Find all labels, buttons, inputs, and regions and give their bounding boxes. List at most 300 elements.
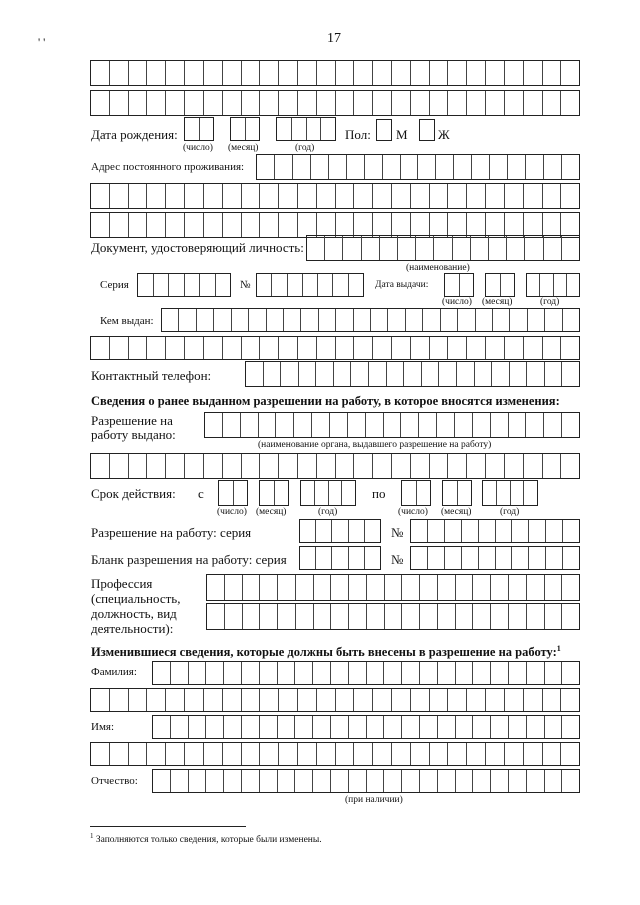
char-cell[interactable] — [543, 91, 562, 115]
char-cell[interactable] — [373, 213, 392, 237]
char-cell[interactable] — [527, 274, 540, 296]
char-cell[interactable] — [223, 184, 242, 208]
char-cell[interactable] — [441, 309, 458, 331]
char-cell[interactable] — [483, 481, 497, 505]
char-cell[interactable] — [316, 362, 334, 386]
char-cell[interactable] — [510, 362, 528, 386]
char-cell[interactable] — [456, 662, 474, 684]
char-cell[interactable] — [428, 520, 445, 542]
char-cell[interactable] — [279, 91, 298, 115]
char-cell[interactable] — [223, 743, 242, 765]
char-cell[interactable] — [455, 413, 473, 437]
char-cell[interactable] — [456, 716, 474, 738]
issued-by-field-1[interactable] — [161, 308, 580, 332]
char-cell[interactable] — [423, 309, 440, 331]
char-cell[interactable] — [147, 743, 166, 765]
char-cell[interactable] — [430, 454, 449, 478]
char-cell[interactable] — [467, 91, 486, 115]
char-cell[interactable] — [563, 547, 579, 569]
char-cell[interactable] — [473, 716, 491, 738]
char-cell[interactable] — [314, 604, 332, 629]
char-cell[interactable] — [260, 481, 275, 505]
char-cell[interactable] — [223, 413, 241, 437]
char-cell[interactable] — [443, 481, 458, 505]
char-cell[interactable] — [525, 236, 543, 260]
char-cell[interactable] — [561, 213, 579, 237]
char-cell[interactable] — [279, 689, 298, 711]
char-cell[interactable] — [380, 236, 398, 260]
char-cell[interactable] — [445, 274, 460, 296]
char-cell[interactable] — [505, 689, 524, 711]
char-cell[interactable] — [479, 520, 496, 542]
char-cell[interactable] — [204, 61, 223, 85]
char-cell[interactable] — [384, 716, 402, 738]
char-cell[interactable] — [545, 716, 563, 738]
char-cell[interactable] — [420, 770, 438, 792]
char-cell[interactable] — [401, 413, 419, 437]
char-cell[interactable] — [296, 604, 314, 629]
char-cell[interactable] — [242, 716, 260, 738]
char-cell[interactable] — [505, 61, 524, 85]
char-cell[interactable] — [298, 743, 317, 765]
char-cell[interactable] — [278, 770, 296, 792]
char-cell[interactable] — [303, 274, 318, 296]
char-cell[interactable] — [430, 91, 449, 115]
char-cell[interactable] — [373, 91, 392, 115]
char-cell[interactable] — [543, 689, 562, 711]
char-cell[interactable] — [336, 743, 355, 765]
char-cell[interactable] — [224, 662, 242, 684]
char-cell[interactable] — [260, 662, 278, 684]
char-cell[interactable] — [275, 481, 289, 505]
char-cell[interactable] — [242, 213, 261, 237]
char-cell[interactable] — [373, 61, 392, 85]
char-cell[interactable] — [430, 743, 449, 765]
char-cell[interactable] — [246, 362, 264, 386]
char-cell[interactable] — [543, 61, 562, 85]
char-cell[interactable] — [311, 155, 329, 179]
char-cell[interactable] — [279, 743, 298, 765]
char-cell[interactable] — [489, 236, 507, 260]
char-cell[interactable] — [214, 309, 231, 331]
char-cell[interactable] — [185, 118, 200, 140]
char-cell[interactable] — [317, 61, 336, 85]
char-cell[interactable] — [505, 184, 524, 208]
char-cell[interactable] — [524, 689, 543, 711]
char-cell[interactable] — [292, 118, 307, 140]
char-cell[interactable] — [354, 309, 371, 331]
char-cell[interactable] — [467, 454, 486, 478]
char-cell[interactable] — [439, 362, 457, 386]
char-cell[interactable] — [334, 362, 352, 386]
char-cell[interactable] — [486, 689, 505, 711]
char-cell[interactable] — [260, 184, 279, 208]
permit-series-field[interactable] — [299, 519, 381, 543]
char-cell[interactable] — [438, 604, 456, 629]
char-cell[interactable] — [272, 274, 287, 296]
char-cell[interactable] — [129, 454, 148, 478]
char-cell[interactable] — [179, 309, 196, 331]
char-cell[interactable] — [486, 743, 505, 765]
char-cell[interactable] — [385, 604, 403, 629]
char-cell[interactable] — [524, 184, 543, 208]
char-cell[interactable] — [561, 91, 579, 115]
char-cell[interactable] — [473, 662, 491, 684]
char-cell[interactable] — [388, 309, 405, 331]
char-cell[interactable] — [314, 575, 332, 600]
char-cell[interactable] — [467, 743, 486, 765]
char-cell[interactable] — [491, 716, 509, 738]
char-cell[interactable] — [298, 91, 317, 115]
char-cell[interactable] — [147, 91, 166, 115]
char-cell[interactable] — [162, 309, 179, 331]
char-cell[interactable] — [259, 413, 277, 437]
char-cell[interactable] — [510, 309, 527, 331]
char-cell[interactable] — [543, 454, 562, 478]
char-cell[interactable] — [166, 213, 185, 237]
char-cell[interactable] — [509, 604, 527, 629]
char-cell[interactable] — [563, 309, 579, 331]
char-cell[interactable] — [383, 155, 401, 179]
char-cell[interactable] — [512, 547, 529, 569]
char-cell[interactable] — [486, 61, 505, 85]
char-cell[interactable] — [166, 743, 185, 765]
char-cell[interactable] — [411, 184, 430, 208]
valid-from-day-field[interactable] — [218, 480, 248, 506]
char-cell[interactable] — [567, 274, 579, 296]
char-cell[interactable] — [540, 274, 553, 296]
char-cell[interactable] — [349, 575, 367, 600]
char-cell[interactable] — [491, 575, 509, 600]
char-cell[interactable] — [349, 662, 367, 684]
char-cell[interactable] — [260, 770, 278, 792]
char-cell[interactable] — [331, 770, 349, 792]
char-cell[interactable] — [347, 155, 365, 179]
char-cell[interactable] — [527, 770, 545, 792]
address-field-2[interactable] — [90, 183, 580, 209]
char-cell[interactable] — [529, 547, 546, 569]
char-cell[interactable] — [284, 309, 301, 331]
char-cell[interactable] — [281, 362, 299, 386]
char-cell[interactable] — [486, 274, 501, 296]
blank-number-field[interactable] — [410, 546, 580, 570]
char-cell[interactable] — [509, 716, 527, 738]
char-cell[interactable] — [301, 481, 315, 505]
char-cell[interactable] — [486, 454, 505, 478]
char-cell[interactable] — [467, 61, 486, 85]
char-cell[interactable] — [223, 61, 242, 85]
char-cell[interactable] — [224, 770, 242, 792]
char-cell[interactable] — [458, 309, 475, 331]
char-cell[interactable] — [129, 337, 148, 359]
char-cell[interactable] — [336, 91, 355, 115]
char-cell[interactable] — [242, 743, 261, 765]
char-cell[interactable] — [384, 770, 402, 792]
permit-number-field[interactable] — [410, 519, 580, 543]
char-cell[interactable] — [420, 662, 438, 684]
char-cell[interactable] — [392, 337, 411, 359]
char-cell[interactable] — [430, 213, 449, 237]
char-cell[interactable] — [367, 662, 385, 684]
address-field-1[interactable] — [256, 154, 580, 180]
char-cell[interactable] — [316, 520, 332, 542]
char-cell[interactable] — [342, 481, 355, 505]
char-cell[interactable] — [508, 155, 526, 179]
char-cell[interactable] — [562, 604, 579, 629]
char-cell[interactable] — [242, 337, 261, 359]
char-cell[interactable] — [448, 454, 467, 478]
char-cell[interactable] — [278, 575, 296, 600]
char-cell[interactable] — [505, 454, 524, 478]
char-cell[interactable] — [91, 337, 110, 359]
char-cell[interactable] — [527, 604, 545, 629]
char-cell[interactable] — [331, 716, 349, 738]
char-cell[interactable] — [223, 91, 242, 115]
char-cell[interactable] — [561, 337, 579, 359]
char-cell[interactable] — [367, 604, 385, 629]
char-cell[interactable] — [475, 362, 493, 386]
char-cell[interactable] — [445, 520, 462, 542]
char-cell[interactable] — [147, 213, 166, 237]
char-cell[interactable] — [411, 91, 430, 115]
char-cell[interactable] — [219, 481, 234, 505]
char-cell[interactable] — [204, 91, 223, 115]
char-cell[interactable] — [348, 413, 366, 437]
char-cell[interactable] — [373, 184, 392, 208]
char-cell[interactable] — [294, 413, 312, 437]
char-cell[interactable] — [411, 61, 430, 85]
char-cell[interactable] — [422, 362, 440, 386]
char-cell[interactable] — [505, 91, 524, 115]
char-cell[interactable] — [473, 604, 491, 629]
char-cell[interactable] — [493, 309, 510, 331]
char-cell[interactable] — [349, 716, 367, 738]
char-cell[interactable] — [420, 575, 438, 600]
char-cell[interactable] — [417, 481, 431, 505]
char-cell[interactable] — [317, 213, 336, 237]
char-cell[interactable] — [197, 309, 214, 331]
sex-female-checkbox[interactable] — [419, 119, 435, 141]
char-cell[interactable] — [317, 91, 336, 115]
char-cell[interactable] — [300, 520, 316, 542]
char-cell[interactable] — [166, 454, 185, 478]
char-cell[interactable] — [331, 604, 349, 629]
char-cell[interactable] — [91, 61, 110, 85]
char-cell[interactable] — [546, 520, 563, 542]
surname-field-2[interactable] — [90, 688, 580, 712]
char-cell[interactable] — [185, 454, 204, 478]
valid-to-day-field[interactable] — [401, 480, 431, 506]
char-cell[interactable] — [472, 155, 490, 179]
char-cell[interactable] — [402, 481, 417, 505]
blank-row-1[interactable] — [90, 60, 580, 86]
char-cell[interactable] — [189, 770, 207, 792]
char-cell[interactable] — [110, 184, 129, 208]
char-cell[interactable] — [411, 689, 430, 711]
char-cell[interactable] — [206, 770, 224, 792]
valid-from-month-field[interactable] — [259, 480, 289, 506]
char-cell[interactable] — [206, 716, 224, 738]
char-cell[interactable] — [171, 716, 189, 738]
char-cell[interactable] — [166, 184, 185, 208]
char-cell[interactable] — [206, 662, 224, 684]
char-cell[interactable] — [462, 547, 479, 569]
char-cell[interactable] — [406, 309, 423, 331]
char-cell[interactable] — [295, 770, 313, 792]
char-cell[interactable] — [110, 213, 129, 237]
char-cell[interactable] — [329, 481, 343, 505]
char-cell[interactable] — [473, 413, 491, 437]
char-cell[interactable] — [260, 604, 278, 629]
char-cell[interactable] — [562, 362, 579, 386]
char-cell[interactable] — [392, 454, 411, 478]
char-cell[interactable] — [298, 213, 317, 237]
char-cell[interactable] — [501, 274, 515, 296]
char-cell[interactable] — [354, 91, 373, 115]
char-cell[interactable] — [166, 689, 185, 711]
char-cell[interactable] — [147, 337, 166, 359]
char-cell[interactable] — [545, 575, 563, 600]
char-cell[interactable] — [471, 236, 489, 260]
char-cell[interactable] — [562, 575, 579, 600]
char-cell[interactable] — [385, 575, 403, 600]
char-cell[interactable] — [336, 184, 355, 208]
char-cell[interactable] — [204, 689, 223, 711]
birth-month-field[interactable] — [230, 117, 260, 141]
char-cell[interactable] — [526, 155, 544, 179]
char-cell[interactable] — [110, 454, 129, 478]
char-cell[interactable] — [260, 716, 278, 738]
char-cell[interactable] — [457, 362, 475, 386]
char-cell[interactable] — [392, 184, 411, 208]
char-cell[interactable] — [147, 454, 166, 478]
char-cell[interactable] — [91, 743, 110, 765]
char-cell[interactable] — [473, 770, 491, 792]
char-cell[interactable] — [260, 61, 279, 85]
char-cell[interactable] — [543, 184, 562, 208]
valid-to-year-field[interactable] — [482, 480, 538, 506]
char-cell[interactable] — [490, 155, 508, 179]
surname-field-1[interactable] — [152, 661, 580, 685]
char-cell[interactable] — [307, 118, 322, 140]
char-cell[interactable] — [318, 274, 333, 296]
char-cell[interactable] — [295, 662, 313, 684]
char-cell[interactable] — [545, 662, 563, 684]
char-cell[interactable] — [91, 689, 110, 711]
char-cell[interactable] — [486, 184, 505, 208]
passport-number-field[interactable] — [256, 273, 364, 297]
char-cell[interactable] — [298, 689, 317, 711]
char-cell[interactable] — [260, 575, 278, 600]
char-cell[interactable] — [204, 454, 223, 478]
char-cell[interactable] — [243, 575, 261, 600]
char-cell[interactable] — [563, 520, 579, 542]
char-cell[interactable] — [313, 662, 331, 684]
char-cell[interactable] — [242, 770, 260, 792]
char-cell[interactable] — [260, 91, 279, 115]
char-cell[interactable] — [543, 743, 562, 765]
char-cell[interactable] — [544, 155, 562, 179]
char-cell[interactable] — [411, 454, 430, 478]
passport-series-field[interactable] — [137, 273, 231, 297]
char-cell[interactable] — [260, 213, 279, 237]
blank-row-2[interactable] — [90, 90, 580, 116]
char-cell[interactable] — [402, 716, 420, 738]
char-cell[interactable] — [526, 413, 544, 437]
issue-year-field[interactable] — [526, 273, 580, 297]
char-cell[interactable] — [460, 274, 474, 296]
char-cell[interactable] — [392, 61, 411, 85]
char-cell[interactable] — [331, 662, 349, 684]
char-cell[interactable] — [436, 155, 454, 179]
char-cell[interactable] — [336, 454, 355, 478]
char-cell[interactable] — [189, 716, 207, 738]
char-cell[interactable] — [129, 91, 148, 115]
char-cell[interactable] — [562, 770, 579, 792]
char-cell[interactable] — [486, 91, 505, 115]
char-cell[interactable] — [216, 274, 231, 296]
char-cell[interactable] — [544, 413, 562, 437]
char-cell[interactable] — [313, 716, 331, 738]
char-cell[interactable] — [295, 716, 313, 738]
char-cell[interactable] — [169, 274, 185, 296]
char-cell[interactable] — [351, 362, 369, 386]
char-cell[interactable] — [354, 61, 373, 85]
char-cell[interactable] — [509, 413, 527, 437]
char-cell[interactable] — [366, 413, 384, 437]
char-cell[interactable] — [445, 547, 462, 569]
char-cell[interactable] — [543, 337, 562, 359]
char-cell[interactable] — [189, 662, 207, 684]
char-cell[interactable] — [110, 61, 129, 85]
char-cell[interactable] — [301, 309, 318, 331]
valid-from-year-field[interactable] — [300, 480, 356, 506]
char-cell[interactable] — [185, 743, 204, 765]
char-cell[interactable] — [129, 743, 148, 765]
char-cell[interactable] — [420, 604, 438, 629]
char-cell[interactable] — [384, 413, 402, 437]
char-cell[interactable] — [223, 337, 242, 359]
char-cell[interactable] — [524, 454, 543, 478]
char-cell[interactable] — [110, 91, 129, 115]
char-cell[interactable] — [509, 770, 527, 792]
char-cell[interactable] — [524, 61, 543, 85]
char-cell[interactable] — [147, 184, 166, 208]
char-cell[interactable] — [354, 337, 373, 359]
char-cell[interactable] — [544, 236, 562, 260]
char-cell[interactable] — [242, 61, 261, 85]
char-cell[interactable] — [354, 184, 373, 208]
char-cell[interactable] — [373, 743, 392, 765]
char-cell[interactable] — [476, 309, 493, 331]
char-cell[interactable] — [456, 770, 474, 792]
char-cell[interactable] — [545, 604, 563, 629]
char-cell[interactable] — [91, 91, 110, 115]
char-cell[interactable] — [336, 309, 353, 331]
char-cell[interactable] — [509, 575, 527, 600]
char-cell[interactable] — [296, 575, 314, 600]
char-cell[interactable] — [110, 743, 129, 765]
char-cell[interactable] — [225, 604, 243, 629]
char-cell[interactable] — [246, 118, 260, 140]
char-cell[interactable] — [505, 743, 524, 765]
char-cell[interactable] — [524, 213, 543, 237]
char-cell[interactable] — [419, 413, 437, 437]
char-cell[interactable] — [317, 454, 336, 478]
char-cell[interactable] — [545, 309, 562, 331]
char-cell[interactable] — [373, 454, 392, 478]
char-cell[interactable] — [343, 236, 361, 260]
